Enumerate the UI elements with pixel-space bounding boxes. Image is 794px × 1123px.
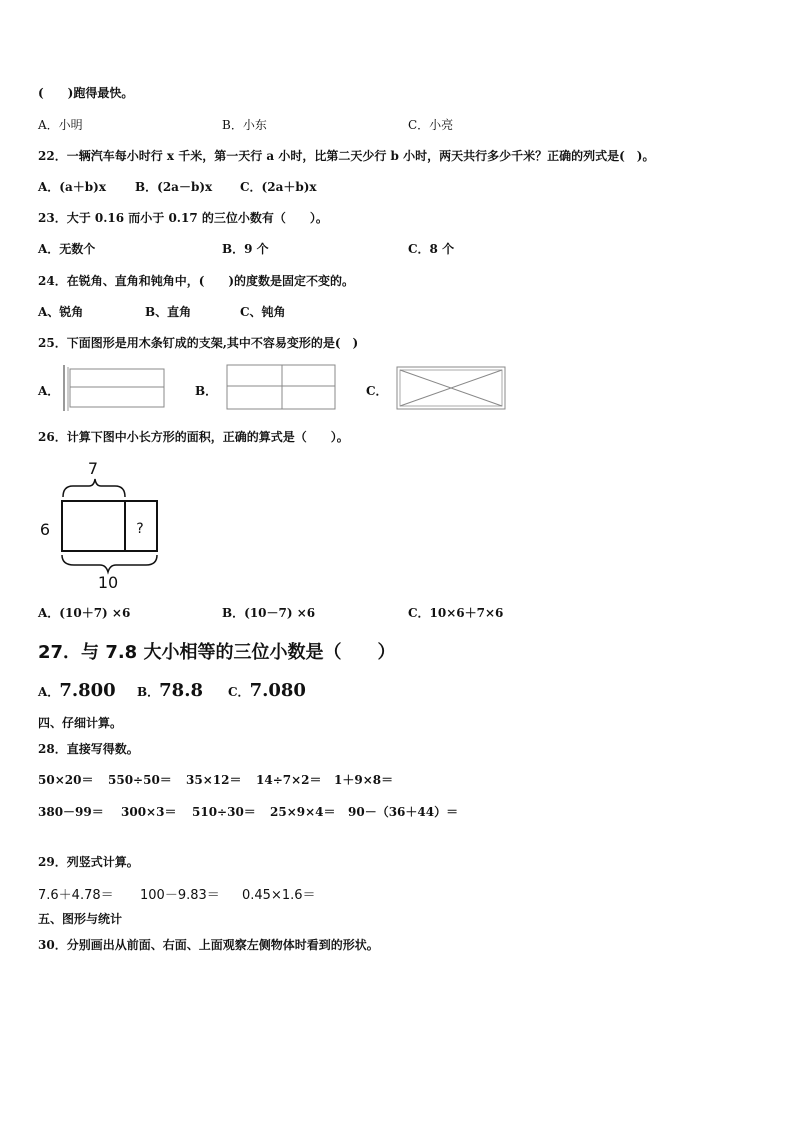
q27-option-c-value: 7.080 [249,680,306,701]
q27-stem: 27．与 7.8 大小相等的三位小数是（ ） [38,642,396,663]
q27-option-a-letter: A． [38,685,60,699]
figure-unknown-label: ? [136,521,144,537]
q24-stem: 24．在锐角、直角和钝角中，( )的度数是固定不变的。 [38,274,355,288]
q26-rectangle-figure [36,455,176,595]
q28-r1-item: 35×12＝ [186,773,242,787]
q29-item: 7.6＋4.78＝ [38,888,114,903]
q29-item: 0.45×1.6＝ [242,888,316,903]
q24-option-b: B、直角 [145,305,192,319]
q27-option-b-letter: B． [137,685,160,699]
q27-option-b-value: 78.8 [159,680,203,701]
section5-title: 五、图形与统计 [38,912,123,926]
q22-option-a: A．(a＋b)x [38,180,106,194]
q27-option-c [228,680,306,701]
q28-r2-item: 90－（36＋44）＝ [348,805,459,819]
q26-option-a: A．(10＋7) ×6 [38,606,131,620]
q25-stem: 25．下面图形是用木条钉成的支架,其中不容易变形的是( ) [38,336,359,350]
q27-option-c-letter: C． [228,685,250,699]
section4-title: 四、仔细计算。 [38,716,123,730]
q23-option-c: C．8 个 [408,242,455,256]
q29-item: 100－9.83＝ [140,888,220,903]
q27-option-a [38,680,116,701]
q21-stem: ( )跑得最快。 [38,86,134,100]
q28-r2-item: 25×9×4＝ [270,805,336,819]
q28-r2-item: 300×3＝ [121,805,177,819]
q28-r1-item: 50×20＝ [38,773,94,787]
q23-option-b: B．9 个 [222,242,269,256]
q21-option-a: A．小明 [38,118,83,132]
q21-option-b: B．小东 [222,118,267,132]
q22-option-c: C．(2a＋b)x [240,180,317,194]
q26-stem: 26．计算下图中小长方形的面积，正确的算式是（ ）。 [38,430,349,444]
frame-b-figure [226,364,338,412]
q28-r2-item: 510÷30＝ [192,805,256,819]
frame-c-figure [396,366,508,412]
figure-bottom-label: 10 [97,573,119,592]
q23-stem: 23．大于 0.16 而小于 0.17 的三位小数有（ ）。 [38,211,328,225]
q21-option-c: C．小亮 [408,118,454,132]
q22-option-b: B．(2a－b)x [135,180,213,194]
frame-a-figure [62,363,166,413]
q29-stem: 29．列竖式计算。 [38,855,139,869]
q25-option-c: C． [366,384,388,398]
q28-stem: 28．直接写得数。 [38,742,139,756]
q28-r2-item: 380－99＝ [38,805,104,819]
figure-top-label: 7 [87,459,99,478]
q28-r1-item: 14÷7×2＝ [256,773,322,787]
q25-option-a: A． [38,384,60,398]
q28-r1-item: 550÷50＝ [108,773,172,787]
figure-left-label: 6 [39,520,51,539]
q27-option-a-value: 7.800 [59,680,116,701]
q22-stem: 22．一辆汽车每小时行 x 千米，第一天行 a 小时，比第二天少行 b 小时，两天共行多少千米？正确的列式是( )。 [38,149,655,163]
q24-option-c: C、钝角 [240,305,286,319]
q23-option-a: A．无数个 [38,242,96,256]
q30-stem: 30．分别画出从前面、右面、上面观察左侧物体时看到的形状。 [38,938,379,952]
q28-r1-item: 1＋9×8＝ [334,773,394,787]
q27-option-b [137,680,203,701]
q26-option-b: B．(10－7) ×6 [222,606,316,620]
q24-option-a: A、锐角 [38,305,84,319]
q25-option-b: B． [195,384,218,398]
q26-option-c: C．10×6＋7×6 [408,606,504,620]
